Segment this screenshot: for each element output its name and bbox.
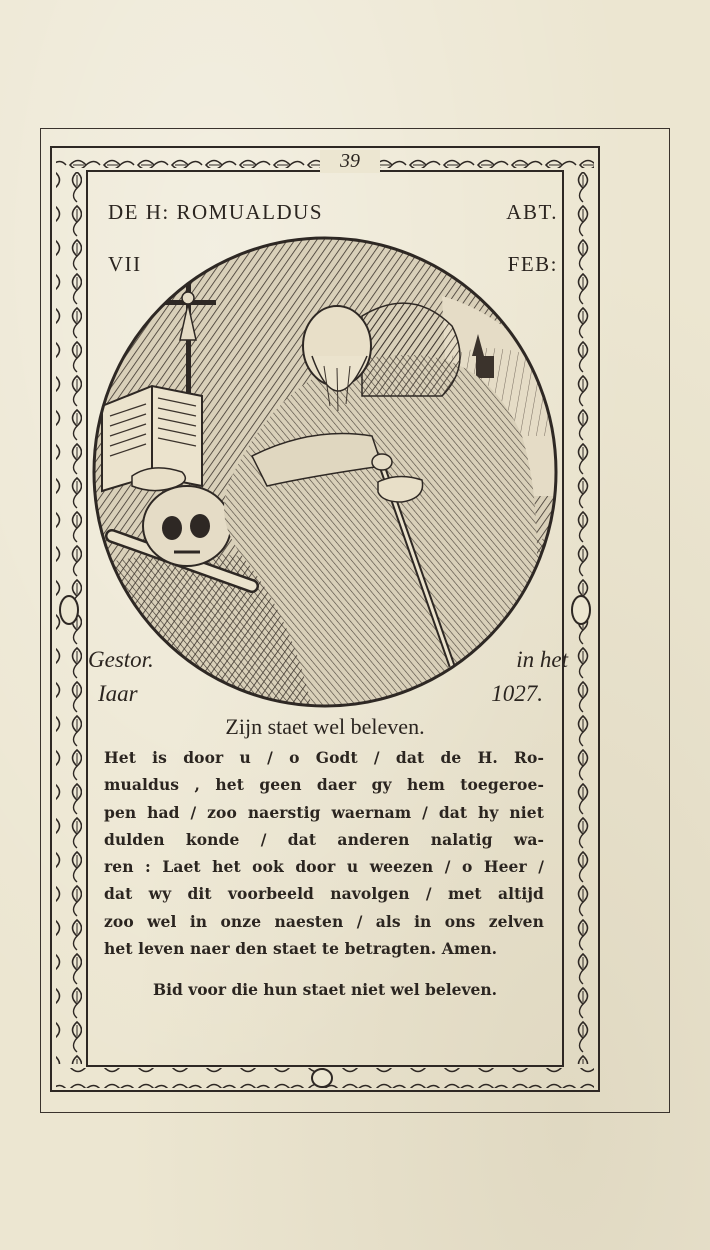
death-caption-line2 xyxy=(98,681,543,707)
death-label-right: in het xyxy=(516,647,568,672)
title-abbrev: ABT. xyxy=(506,200,558,224)
page-number: 39 xyxy=(320,150,380,173)
prayer-line: mualdus , het geen daer gy hem toegeroe- xyxy=(104,775,544,795)
saint-name: DE H: ROMUALDUS xyxy=(108,200,324,224)
death-label-left: Gestor. xyxy=(88,647,154,672)
title-row xyxy=(108,200,558,225)
prayer-line: dulden konde / dat anderen nalatig wa- xyxy=(104,829,544,849)
prayer-line: het leven naer den staet te betragten. Amen. xyxy=(104,939,498,959)
prayer-line: Het is door u / o Godt / dat de H. Ro- xyxy=(104,748,544,767)
saint-engraving-medallion xyxy=(92,236,558,708)
year-value: 1027. xyxy=(491,681,543,706)
feast-day: VII xyxy=(108,252,142,276)
invocation: Bid voor die hun staet niet wel beleven. xyxy=(152,980,498,999)
prayer-line: zoo wel in onze naesten / als in ons zelven xyxy=(104,911,544,931)
prayer-line: ren : Laet het ook door u weezen / o Heer / xyxy=(104,857,544,877)
feast-month: FEB: xyxy=(507,252,558,276)
prayer-text xyxy=(104,744,544,962)
motto: Zijn staet wel beleven. xyxy=(225,714,425,739)
year-label: Iaar xyxy=(98,681,138,706)
prayer-line: dat wy dit voorbeeld navolgen / met altijd xyxy=(104,884,544,904)
prayer-line: pen had / zoo naerstig waernam / dat hy niet xyxy=(104,802,544,822)
death-caption-line1 xyxy=(88,647,568,673)
